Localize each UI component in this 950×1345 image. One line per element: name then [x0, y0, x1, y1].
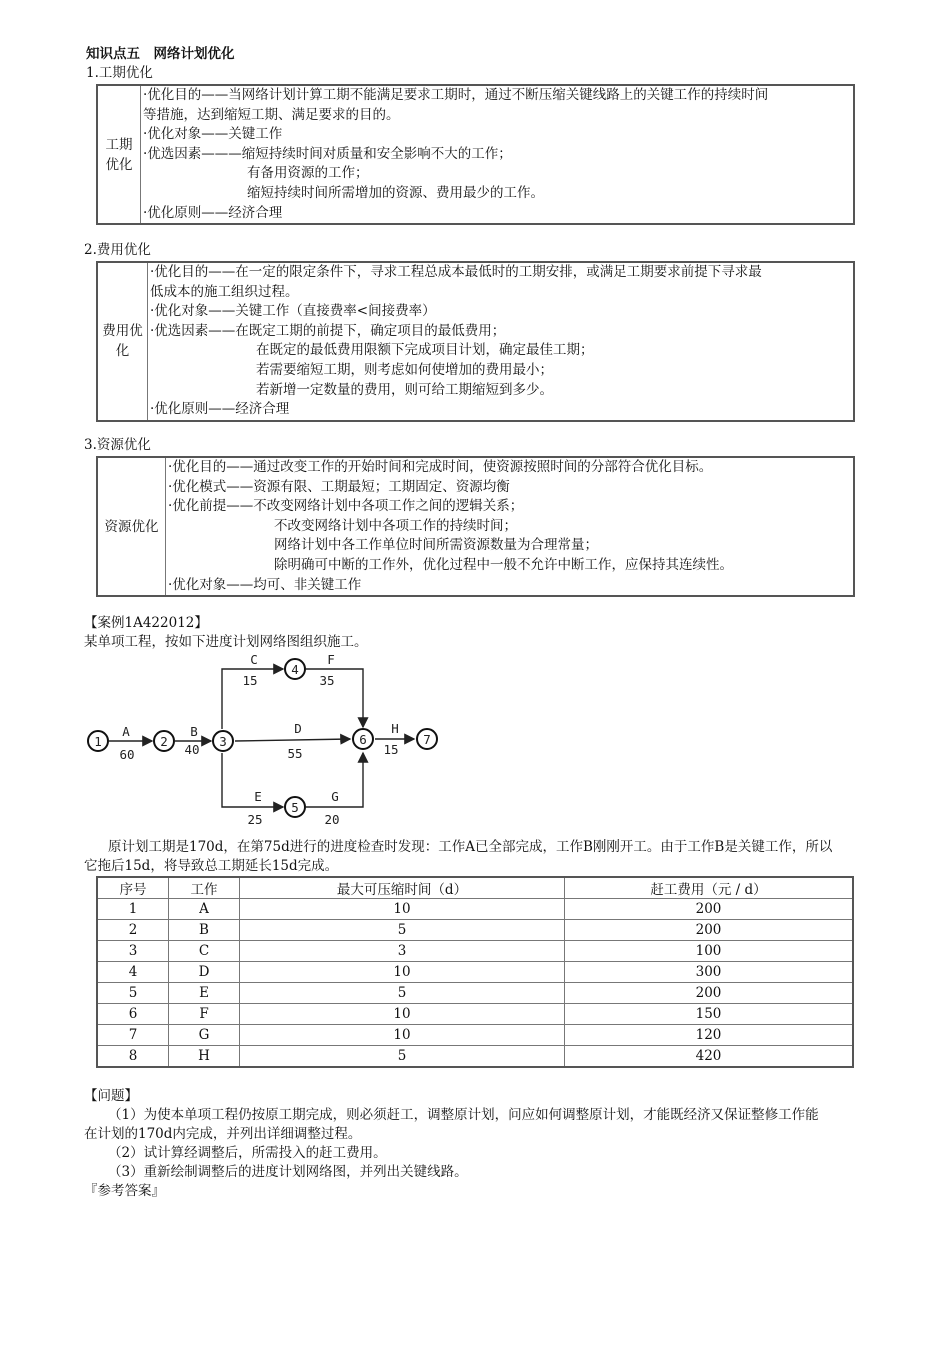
duration-optimization-label: 工期 优化 — [97, 85, 141, 224]
s3-row: ·优化对象——均可、非关键工作 — [168, 576, 362, 593]
table-cell: 8 — [97, 1046, 169, 1068]
activity-duration: 15 — [242, 673, 258, 688]
s2-row: ·优化目的——在一定的限定条件下，寻求工程总成本最低时的工期安排，或满足工期要求前提下寻求最 — [150, 264, 762, 280]
s1-row: ·优化原则——经济合理 — [143, 204, 283, 221]
s3-row: 除明确可中断的工作外，优化过程中一般不允许中断工作，应保持其连续性。 — [274, 556, 733, 573]
s2-row: ·优化对象——关键工作（直接费率<间接费率） — [150, 303, 436, 320]
questions-heading: 【问题】 — [84, 1088, 138, 1104]
activity-duration: 35 — [319, 673, 335, 688]
col-header: 赶工费用（元 / d） — [565, 877, 854, 899]
table-cell: 10 — [240, 962, 565, 983]
node-label: 2 — [160, 734, 168, 749]
table-cell: 3 — [97, 941, 169, 962]
activity-name: G — [331, 789, 339, 804]
s2-row: 低成本的施工组织过程。 — [150, 283, 299, 300]
activity-duration: 40 — [184, 742, 200, 757]
col-header: 最大可压缩时间（d） — [240, 877, 565, 899]
question-3: （3）重新绘制调整后的进度计划网络图，并列出关键线路。 — [108, 1164, 468, 1180]
resource-optimization-label: 资源优化 — [97, 457, 166, 596]
table-cell: 1 — [97, 899, 169, 920]
table-cell: B — [169, 920, 240, 941]
activity-name: D — [294, 721, 302, 736]
table-cell: E — [169, 983, 240, 1004]
table-row — [97, 920, 853, 941]
table-row — [97, 1004, 853, 1025]
table-cell: 200 — [565, 899, 854, 920]
table-row — [97, 962, 853, 983]
table-cell: 2 — [97, 920, 169, 941]
table-cell: G — [169, 1025, 240, 1046]
s1-row: ·优选因素———缩短持续时间对质量和安全影响不大的工作； — [143, 145, 512, 162]
s1-row: 有备用资源的工作； — [247, 165, 369, 182]
table-row — [97, 1046, 853, 1068]
node-label: 5 — [291, 800, 299, 815]
s2-row: ·优化原则——经济合理 — [150, 401, 290, 418]
s3-row: 网络计划中各工作单位时间所需资源数量为合理常量； — [274, 537, 598, 554]
node-label: 6 — [359, 732, 367, 747]
section-2-heading: 2.费用优化 — [84, 242, 151, 258]
node-label: 1 — [94, 734, 102, 749]
s2-row: ·优选因素——在既定工期的前提下，确定项目的最低费用； — [150, 322, 506, 339]
table-row — [97, 899, 853, 920]
cost-optimization-label: 费用优 化 — [97, 262, 148, 421]
answer-heading: 『参考答案』 — [84, 1183, 165, 1199]
activity-duration: 15 — [383, 742, 399, 757]
table-cell: 5 — [240, 920, 565, 941]
node-label: 3 — [219, 734, 227, 749]
case-heading: 【案例1A422012】 — [84, 615, 208, 631]
table-cell: 120 — [565, 1025, 854, 1046]
activity-duration: 55 — [287, 746, 303, 761]
case-intro: 某单项工程，按如下进度计划网络图组织施工。 — [84, 634, 368, 650]
table-cell: 200 — [565, 983, 854, 1004]
table-cell: D — [169, 962, 240, 983]
table-cell: 5 — [240, 983, 565, 1004]
activity-duration: 20 — [324, 812, 340, 827]
table-cell: 300 — [565, 962, 854, 983]
case-paragraph-line1: 原计划工期是170d，在第75d进行的进度检查时发现：工作A已全部完成，工作B刚刚开工。由于工作B是关键工作，所以 — [108, 839, 833, 855]
table-cell: 7 — [97, 1025, 169, 1046]
s2-row: 在既定的最低费用限额下完成项目计划，确定最佳工期； — [256, 342, 594, 359]
s3-row: ·优化前提——不改变网络计划中各项工作之间的逻辑关系； — [168, 498, 524, 515]
activity-name: A — [122, 724, 130, 739]
table-cell: 200 — [565, 920, 854, 941]
s3-row: ·优化目的——通过改变工作的开始时间和完成时间，使资源按照时间的分部符合优化目标。 — [168, 459, 713, 475]
s3-row: ·优化模式——资源有限、工期最短；工期固定、资源均衡 — [168, 478, 510, 495]
arrow-e — [222, 753, 283, 807]
table-row — [97, 983, 853, 1004]
s1-row: ·优化对象——关键工作 — [143, 126, 283, 143]
table-cell: 3 — [240, 941, 565, 962]
table-cell: 100 — [565, 941, 854, 962]
table-cell: A — [169, 899, 240, 920]
table-cell: F — [169, 1004, 240, 1025]
table-row — [97, 941, 853, 962]
table-cell: H — [169, 1046, 240, 1068]
crash-table — [96, 876, 854, 1068]
table-cell: C — [169, 941, 240, 962]
s2-row: 若新增一定数量的费用，则可给工期缩短到多少。 — [256, 381, 553, 398]
activity-duration: 25 — [247, 812, 263, 827]
table-cell: 10 — [240, 1025, 565, 1046]
s3-row: 不改变网络计划中各项工作的持续时间； — [274, 517, 517, 534]
table-cell: 10 — [240, 899, 565, 920]
question-2: （2）试计算经调整后，所需投入的赶工费用。 — [108, 1145, 387, 1161]
activity-name: F — [327, 652, 335, 667]
table-cell: 150 — [565, 1004, 854, 1025]
activity-name: C — [250, 652, 258, 667]
table-row — [97, 1025, 853, 1046]
table-cell: 4 — [97, 962, 169, 983]
case-paragraph-line2: 它拖后15d，将导致总工期延长15d完成。 — [84, 858, 339, 874]
s1-row: 等措施，达到缩短工期、满足要求的目的。 — [143, 106, 400, 123]
s2-row: 若需要缩短工期，则考虑如何使增加的费用最小； — [256, 361, 553, 378]
section-1-heading: 1.工期优化 — [86, 65, 153, 81]
s1-row: ·优化目的——当网络计划计算工期不能满足要求工期时，通过不断压缩关键线路上的关键工作的持续时间 — [143, 87, 769, 103]
table-cell: 6 — [97, 1004, 169, 1025]
node-label: 7 — [423, 732, 431, 747]
section-title: 知识点五 网络计划优化 — [86, 46, 235, 62]
col-header: 工作 — [169, 877, 240, 899]
table-header-row — [97, 877, 853, 899]
question-1-line1: （1）为使本单项工程仍按原工期完成，则必须赶工，调整原计划，问应如何调整原计划，才能既经济又保证整修工作能 — [108, 1107, 819, 1123]
section-3-heading: 3.资源优化 — [84, 437, 151, 453]
activity-duration: 60 — [119, 747, 135, 762]
table-cell: 420 — [565, 1046, 854, 1068]
table-cell: 5 — [240, 1046, 565, 1068]
node-label: 4 — [291, 662, 299, 677]
table-cell: 10 — [240, 1004, 565, 1025]
arrow-d — [235, 739, 350, 741]
activity-name: H — [391, 721, 399, 736]
activity-name: B — [190, 724, 198, 739]
question-1-line2: 在计划的170d内完成，并列出详细调整过程。 — [84, 1126, 362, 1142]
activity-name: E — [254, 789, 262, 804]
col-header: 序号 — [97, 877, 169, 899]
table-cell: 5 — [97, 983, 169, 1004]
s1-row: 缩短持续时间所需增加的资源、费用最少的工作。 — [247, 184, 544, 201]
